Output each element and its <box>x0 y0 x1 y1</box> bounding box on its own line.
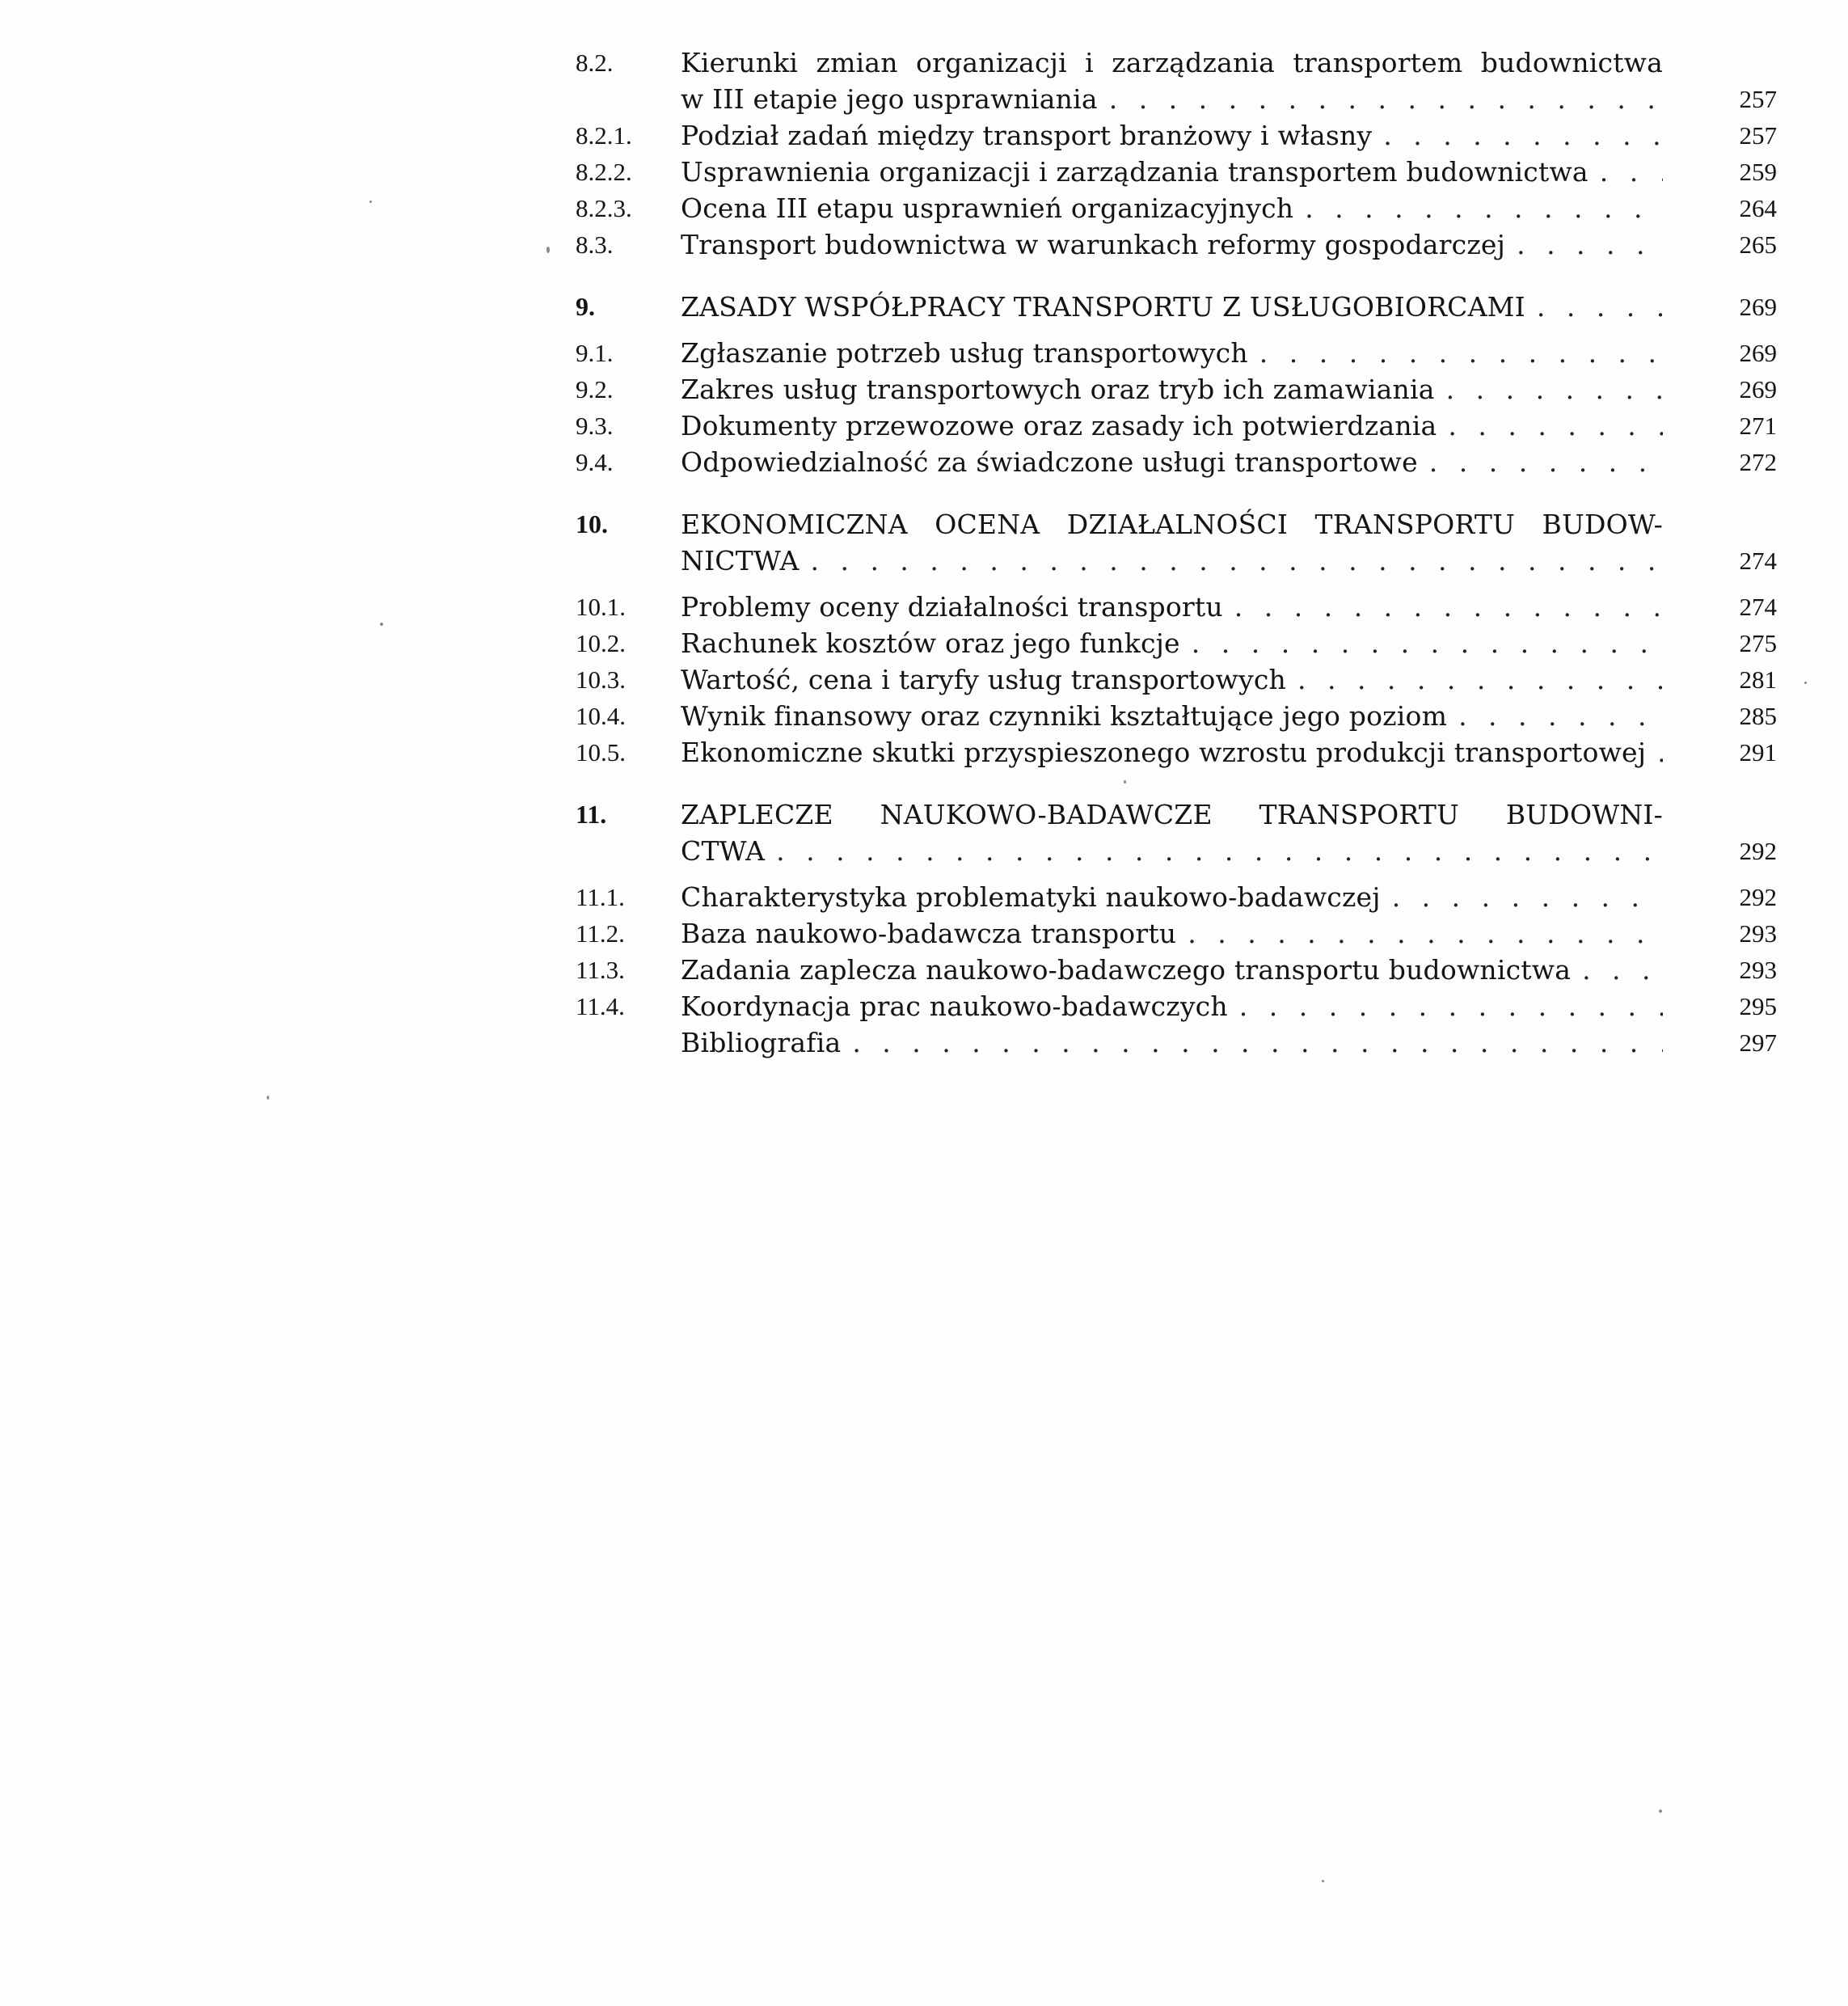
toc-entry-title-line: Usprawnienia organizacji i zarządzania transportem budownictwa <box>681 156 1589 188</box>
toc-entry-number: 11.1. <box>576 883 625 911</box>
toc-entry-page-number: 271 <box>1739 412 1777 440</box>
toc-entry-title-line: Wartość, cena i taryfy usług transportowych <box>681 664 1286 695</box>
toc-entry-title-line: ZAPLECZE NAUKOWO-BADAWCZE TRANSPORTU BUDOWNI- <box>681 799 1663 830</box>
toc-entry-number: 8.2.2. <box>576 158 632 186</box>
toc-entry-number: 10.4. <box>576 702 626 730</box>
toc-entry-title-line: CTWA <box>681 835 766 867</box>
toc-entry-title <box>681 335 1663 371</box>
toc-entry-title-line: Bibliografia <box>681 1027 842 1058</box>
toc-entry-title-line: Ocena III etapu usprawnień organizacyjnych <box>681 192 1294 224</box>
toc-entry-page-number: 295 <box>1739 992 1777 1020</box>
toc-entry-number: 8.2. <box>576 49 614 77</box>
dot-leader <box>1505 226 1663 263</box>
toc-entry-title <box>681 879 1663 915</box>
toc-entry-number: 11. <box>576 800 607 829</box>
toc-entry-page-number: 293 <box>1739 956 1777 984</box>
toc-entry-title <box>681 796 1663 869</box>
toc-entry-number: 9. <box>576 292 595 321</box>
dot-leader <box>1589 154 1663 190</box>
toc-entry-title <box>681 915 1663 952</box>
toc-entry-page-number: 259 <box>1739 158 1777 186</box>
dot-leader <box>1571 952 1663 988</box>
toc-entry-title <box>681 226 1663 263</box>
toc-entry <box>576 589 1780 625</box>
toc-entry-title-line: Wynik finansowy oraz czynniki kształtujące jego poziom <box>681 700 1448 732</box>
toc-entry-title-line: Problemy oceny działalności transportu <box>681 591 1223 623</box>
dot-leader <box>1447 698 1663 734</box>
toc-entry-title <box>681 506 1663 579</box>
toc-entry-number: 10.1. <box>576 593 626 621</box>
toc-entry-page-number: 265 <box>1739 230 1777 259</box>
toc-entry-title <box>681 952 1663 988</box>
dot-leader <box>1646 734 1663 771</box>
toc-entry-page-number: 269 <box>1739 375 1777 403</box>
toc-entry-page-number: 285 <box>1739 702 1777 730</box>
toc-entry-title <box>681 154 1663 190</box>
toc-entry-page-number: 274 <box>1739 593 1777 621</box>
dot-leader <box>1435 371 1663 408</box>
toc-entry-number: 10. <box>576 509 608 538</box>
dot-leader <box>765 833 1663 869</box>
dot-leader <box>1372 117 1663 154</box>
toc-entry-page-number: 292 <box>1739 883 1777 911</box>
toc-entry-number: 11.4. <box>576 992 625 1020</box>
toc-entry-number: 10.3. <box>576 665 626 694</box>
toc-entry-page-number: 297 <box>1739 1028 1777 1057</box>
toc-entry-title-line: Transport budownictwa w warunkach reformy gospodarczej <box>681 229 1506 260</box>
table-of-contents <box>576 44 1780 1061</box>
toc-entry-title-line: Baza naukowo-badawcza transportu <box>681 918 1177 949</box>
toc-entry-page-number: 274 <box>1739 547 1777 575</box>
toc-entry-title <box>681 988 1663 1024</box>
toc-entry <box>576 190 1780 226</box>
scan-speck <box>546 247 550 253</box>
toc-entry-title-line: Zadania zaplecza naukowo-badawczego transportu budownictwa <box>681 954 1572 986</box>
toc-entry <box>576 44 1780 117</box>
toc-entry-title-line: EKONOMICZNA OCENA DZIAŁALNOŚCI TRANSPORTU BUDOW- <box>681 509 1663 540</box>
toc-entry-title <box>681 444 1663 480</box>
dot-leader <box>1286 661 1663 698</box>
toc-entry <box>576 625 1780 661</box>
dot-leader <box>1248 335 1663 371</box>
toc-entry <box>576 117 1780 154</box>
toc-entry <box>576 988 1780 1024</box>
toc-entry-page-number: 269 <box>1739 339 1777 367</box>
toc-entry-title-line: Odpowiedzialność za świadczone usługi transportowe <box>681 446 1418 478</box>
toc-entry <box>576 444 1780 480</box>
toc-entry-number: 9.3. <box>576 412 614 440</box>
toc-entry-title <box>681 589 1663 625</box>
toc-entry-title <box>681 734 1663 771</box>
scan-speck <box>1804 682 1807 684</box>
dot-leader <box>1437 408 1663 444</box>
toc-entry-number <box>576 1024 681 1061</box>
scan-speck <box>1659 1810 1662 1813</box>
toc-entry-title-line: Zakres usług transportowych oraz tryb ich zamawiania <box>681 374 1435 405</box>
toc-entry-title <box>681 44 1663 117</box>
toc-entry <box>576 1024 1780 1061</box>
toc-entry <box>576 879 1780 915</box>
scan-speck <box>380 623 383 626</box>
dot-leader <box>1098 81 1663 117</box>
toc-entry-title-line: Dokumenty przewozowe oraz zasady ich potwierdzania <box>681 410 1437 441</box>
dot-leader <box>799 543 1663 579</box>
toc-entry-title-line: Koordynacja prac naukowo-badawczych <box>681 990 1228 1022</box>
toc-entry-number: 9.1. <box>576 339 614 367</box>
dot-leader <box>1176 915 1663 952</box>
toc-entry-number: 8.3. <box>576 230 614 259</box>
dot-leader <box>1381 879 1663 915</box>
toc-entry-title-line: NICTWA <box>681 545 800 576</box>
toc-entry <box>576 335 1780 371</box>
scan-speck <box>1322 1880 1324 1882</box>
toc-entry-title <box>681 117 1663 154</box>
scan-speck <box>1124 780 1126 783</box>
toc-entry-title-line: Rachunek kosztów oraz jego funkcje <box>681 627 1180 659</box>
toc-entry-page-number: 275 <box>1739 629 1777 657</box>
toc-entry-page-number: 264 <box>1739 194 1777 222</box>
toc-entry <box>576 734 1780 771</box>
toc-entry-number: 9.2. <box>576 375 614 403</box>
toc-entry-page-number: 291 <box>1739 738 1777 767</box>
dot-leader <box>1223 589 1663 625</box>
toc-entry-title-line: Charakterystyka problematyki naukowo-badawczej <box>681 881 1381 913</box>
toc-entry <box>576 408 1780 444</box>
toc-entry-title <box>681 408 1663 444</box>
toc-entry-page-number: 272 <box>1739 448 1777 476</box>
dot-leader <box>1228 988 1663 1024</box>
toc-entry-title <box>681 625 1663 661</box>
dot-leader <box>841 1024 1663 1061</box>
toc-entry-page-number: 293 <box>1739 919 1777 948</box>
toc-entry-title-line: ZASADY WSPÓŁPRACY TRANSPORTU Z USŁUGOBIORCAMI <box>681 291 1525 323</box>
dot-leader <box>1293 190 1663 226</box>
scan-speck <box>369 201 372 203</box>
toc-entry-number: 9.4. <box>576 448 614 476</box>
toc-entry-page-number: 281 <box>1739 665 1777 694</box>
toc-chapter-entry <box>576 506 1780 579</box>
toc-entry-title <box>681 698 1663 734</box>
toc-entry-page-number: 269 <box>1739 293 1777 321</box>
toc-entry-number: 8.2.1. <box>576 121 632 150</box>
toc-entry-title-line: Ekonomiczne skutki przyspieszonego wzrostu produkcji transportowej <box>681 737 1647 768</box>
dot-leader <box>1525 289 1663 325</box>
toc-entry-number: 10.2. <box>576 629 626 657</box>
toc-entry-number: 10.5. <box>576 738 626 767</box>
toc-entry-number: 11.3. <box>576 956 625 984</box>
toc-entry-title <box>681 661 1663 698</box>
toc-entry-title <box>681 190 1663 226</box>
toc-entry <box>576 698 1780 734</box>
toc-entry <box>576 371 1780 408</box>
toc-entry-title <box>681 1024 1663 1061</box>
dot-leader <box>1418 444 1663 480</box>
toc-entry <box>576 226 1780 263</box>
toc-entry <box>576 915 1780 952</box>
dot-leader <box>1180 625 1663 661</box>
toc-entry-page-number: 257 <box>1739 85 1777 113</box>
toc-entry-page-number: 292 <box>1739 837 1777 865</box>
toc-entry <box>576 154 1780 190</box>
toc-entry <box>576 661 1780 698</box>
toc-entry-title-line: Zgłaszanie potrzeb usług transportowych <box>681 337 1248 369</box>
toc-entry-number: 11.2. <box>576 919 625 948</box>
scan-speck <box>267 1096 269 1100</box>
toc-entry-title-line: Kierunki zmian organizacji i zarządzania transportem budownictwa <box>681 47 1663 78</box>
toc-entry-title <box>681 371 1663 408</box>
toc-entry-title-line: Podział zadań między transport branżowy i własny <box>681 120 1373 151</box>
toc-chapter-entry <box>576 796 1780 869</box>
toc-entry <box>576 952 1780 988</box>
toc-entry-title <box>681 289 1663 325</box>
toc-chapter-entry <box>576 289 1780 325</box>
toc-entry-title-line: w III etapie jego usprawniania <box>681 83 1098 115</box>
toc-entry-number: 8.2.3. <box>576 194 632 222</box>
toc-entry-page-number: 257 <box>1739 121 1777 150</box>
